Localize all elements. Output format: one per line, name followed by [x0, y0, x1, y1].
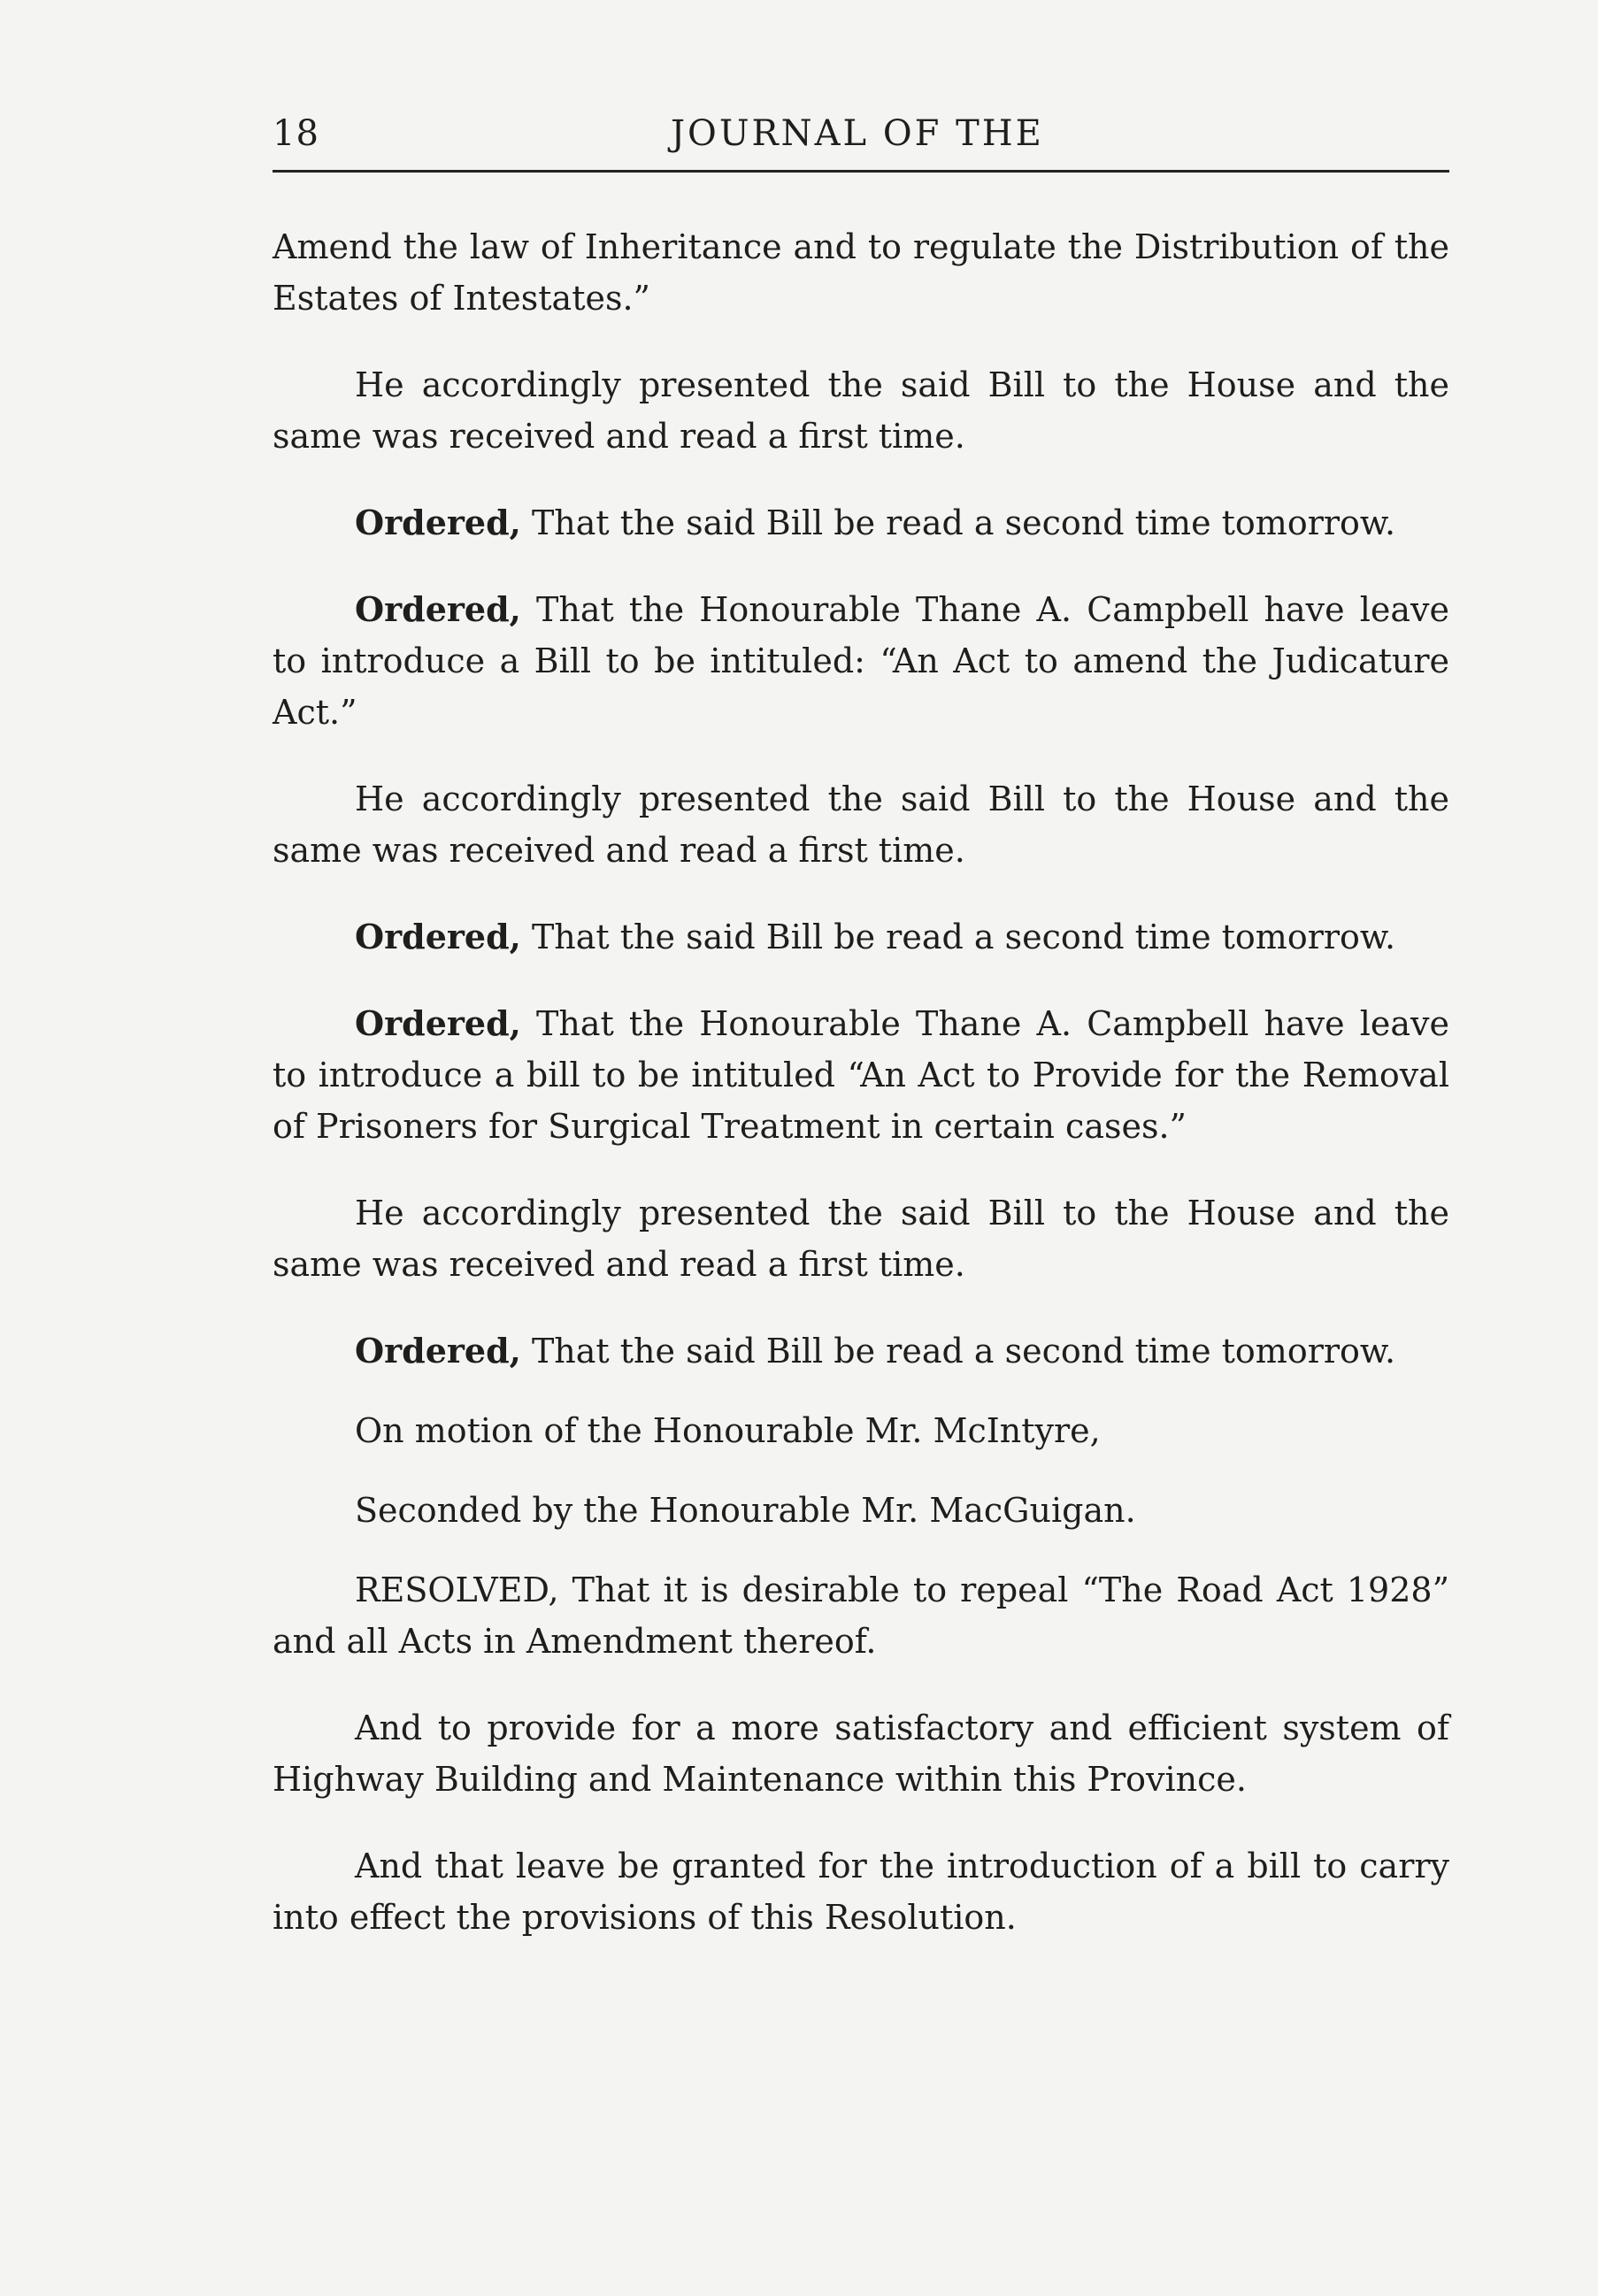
paragraph-text: He accordingly presented the said Bill to the House and the same was received and read a first time. — [273, 779, 1449, 870]
paragraph-presented — [273, 359, 1449, 462]
paragraph-ordered — [273, 998, 1449, 1152]
paragraph-lead: Ordered, — [355, 1003, 521, 1043]
paragraph-lead: Ordered, — [355, 589, 521, 629]
paragraph-presented — [273, 1187, 1449, 1290]
paragraph-text: And that leave be granted for the introduction of a bill to carry into effect the provisions of this Resolution. — [273, 1847, 1449, 1937]
paragraph-provide — [273, 1702, 1449, 1805]
running-head: JOURNAL OF THE — [671, 113, 1044, 154]
page-header — [273, 108, 1449, 161]
paragraph-ordered — [273, 584, 1449, 738]
paragraph-seconded — [273, 1485, 1449, 1536]
paragraph-continuation — [273, 221, 1449, 324]
paragraph-lead: Ordered, — [355, 917, 521, 956]
paragraph-text: RESOLVED, That it is desirable to repeal “The Road Act 1928” and all Acts in Amendment thereof. — [273, 1570, 1449, 1661]
paragraph-ordered — [273, 1325, 1449, 1377]
paragraph-resolved — [273, 1564, 1449, 1667]
page-number: 18 — [273, 113, 319, 154]
paragraph-lead: Ordered, — [355, 503, 521, 542]
paragraph-text: Amend the law of Inheritance and to regulate the Distribution of the Estates of Intestates.” — [273, 227, 1449, 318]
paragraph-text: That the said Bill be read a second time tomorrow. — [520, 503, 1396, 542]
paragraph-text: That the Honourable Thane A. Campbell have leave to introduce a bill to be intituled “An Act to Provide for the Removal of Prisoners for Surgical Treatment in certain cases.” — [273, 1004, 1449, 1146]
paragraph-text: On motion of the Honourable Mr. McIntyre, — [355, 1411, 1101, 1450]
paragraph-text: That the Honourable Thane A. Campbell have leave to introduce a Bill to be intituled: “An Act to amend the Judicature Act.” — [273, 590, 1449, 732]
paragraph-text: Seconded by the Honourable Mr. MacGuigan. — [355, 1491, 1136, 1530]
paragraph-leave — [273, 1840, 1449, 1943]
paragraph-text: He accordingly presented the said Bill to the House and the same was received and read a first time. — [273, 1194, 1449, 1284]
paragraph-ordered — [273, 497, 1449, 549]
paragraph-ordered — [273, 911, 1449, 963]
paragraph-presented — [273, 773, 1449, 876]
header-rule — [273, 170, 1449, 173]
paragraph-text: And to provide for a more satisfactory and efficient system of Highway Building and Maintenance within this Province. — [273, 1709, 1449, 1799]
paragraph-motion — [273, 1405, 1449, 1456]
paragraph-lead: Ordered, — [355, 1331, 521, 1371]
body-text — [273, 221, 1449, 1978]
paragraph-text: He accordingly presented the said Bill to the House and the same was received and read a first time. — [273, 365, 1449, 456]
paragraph-text: That the said Bill be read a second time tomorrow. — [520, 918, 1396, 956]
paragraph-text: That the said Bill be read a second time tomorrow. — [520, 1332, 1396, 1371]
